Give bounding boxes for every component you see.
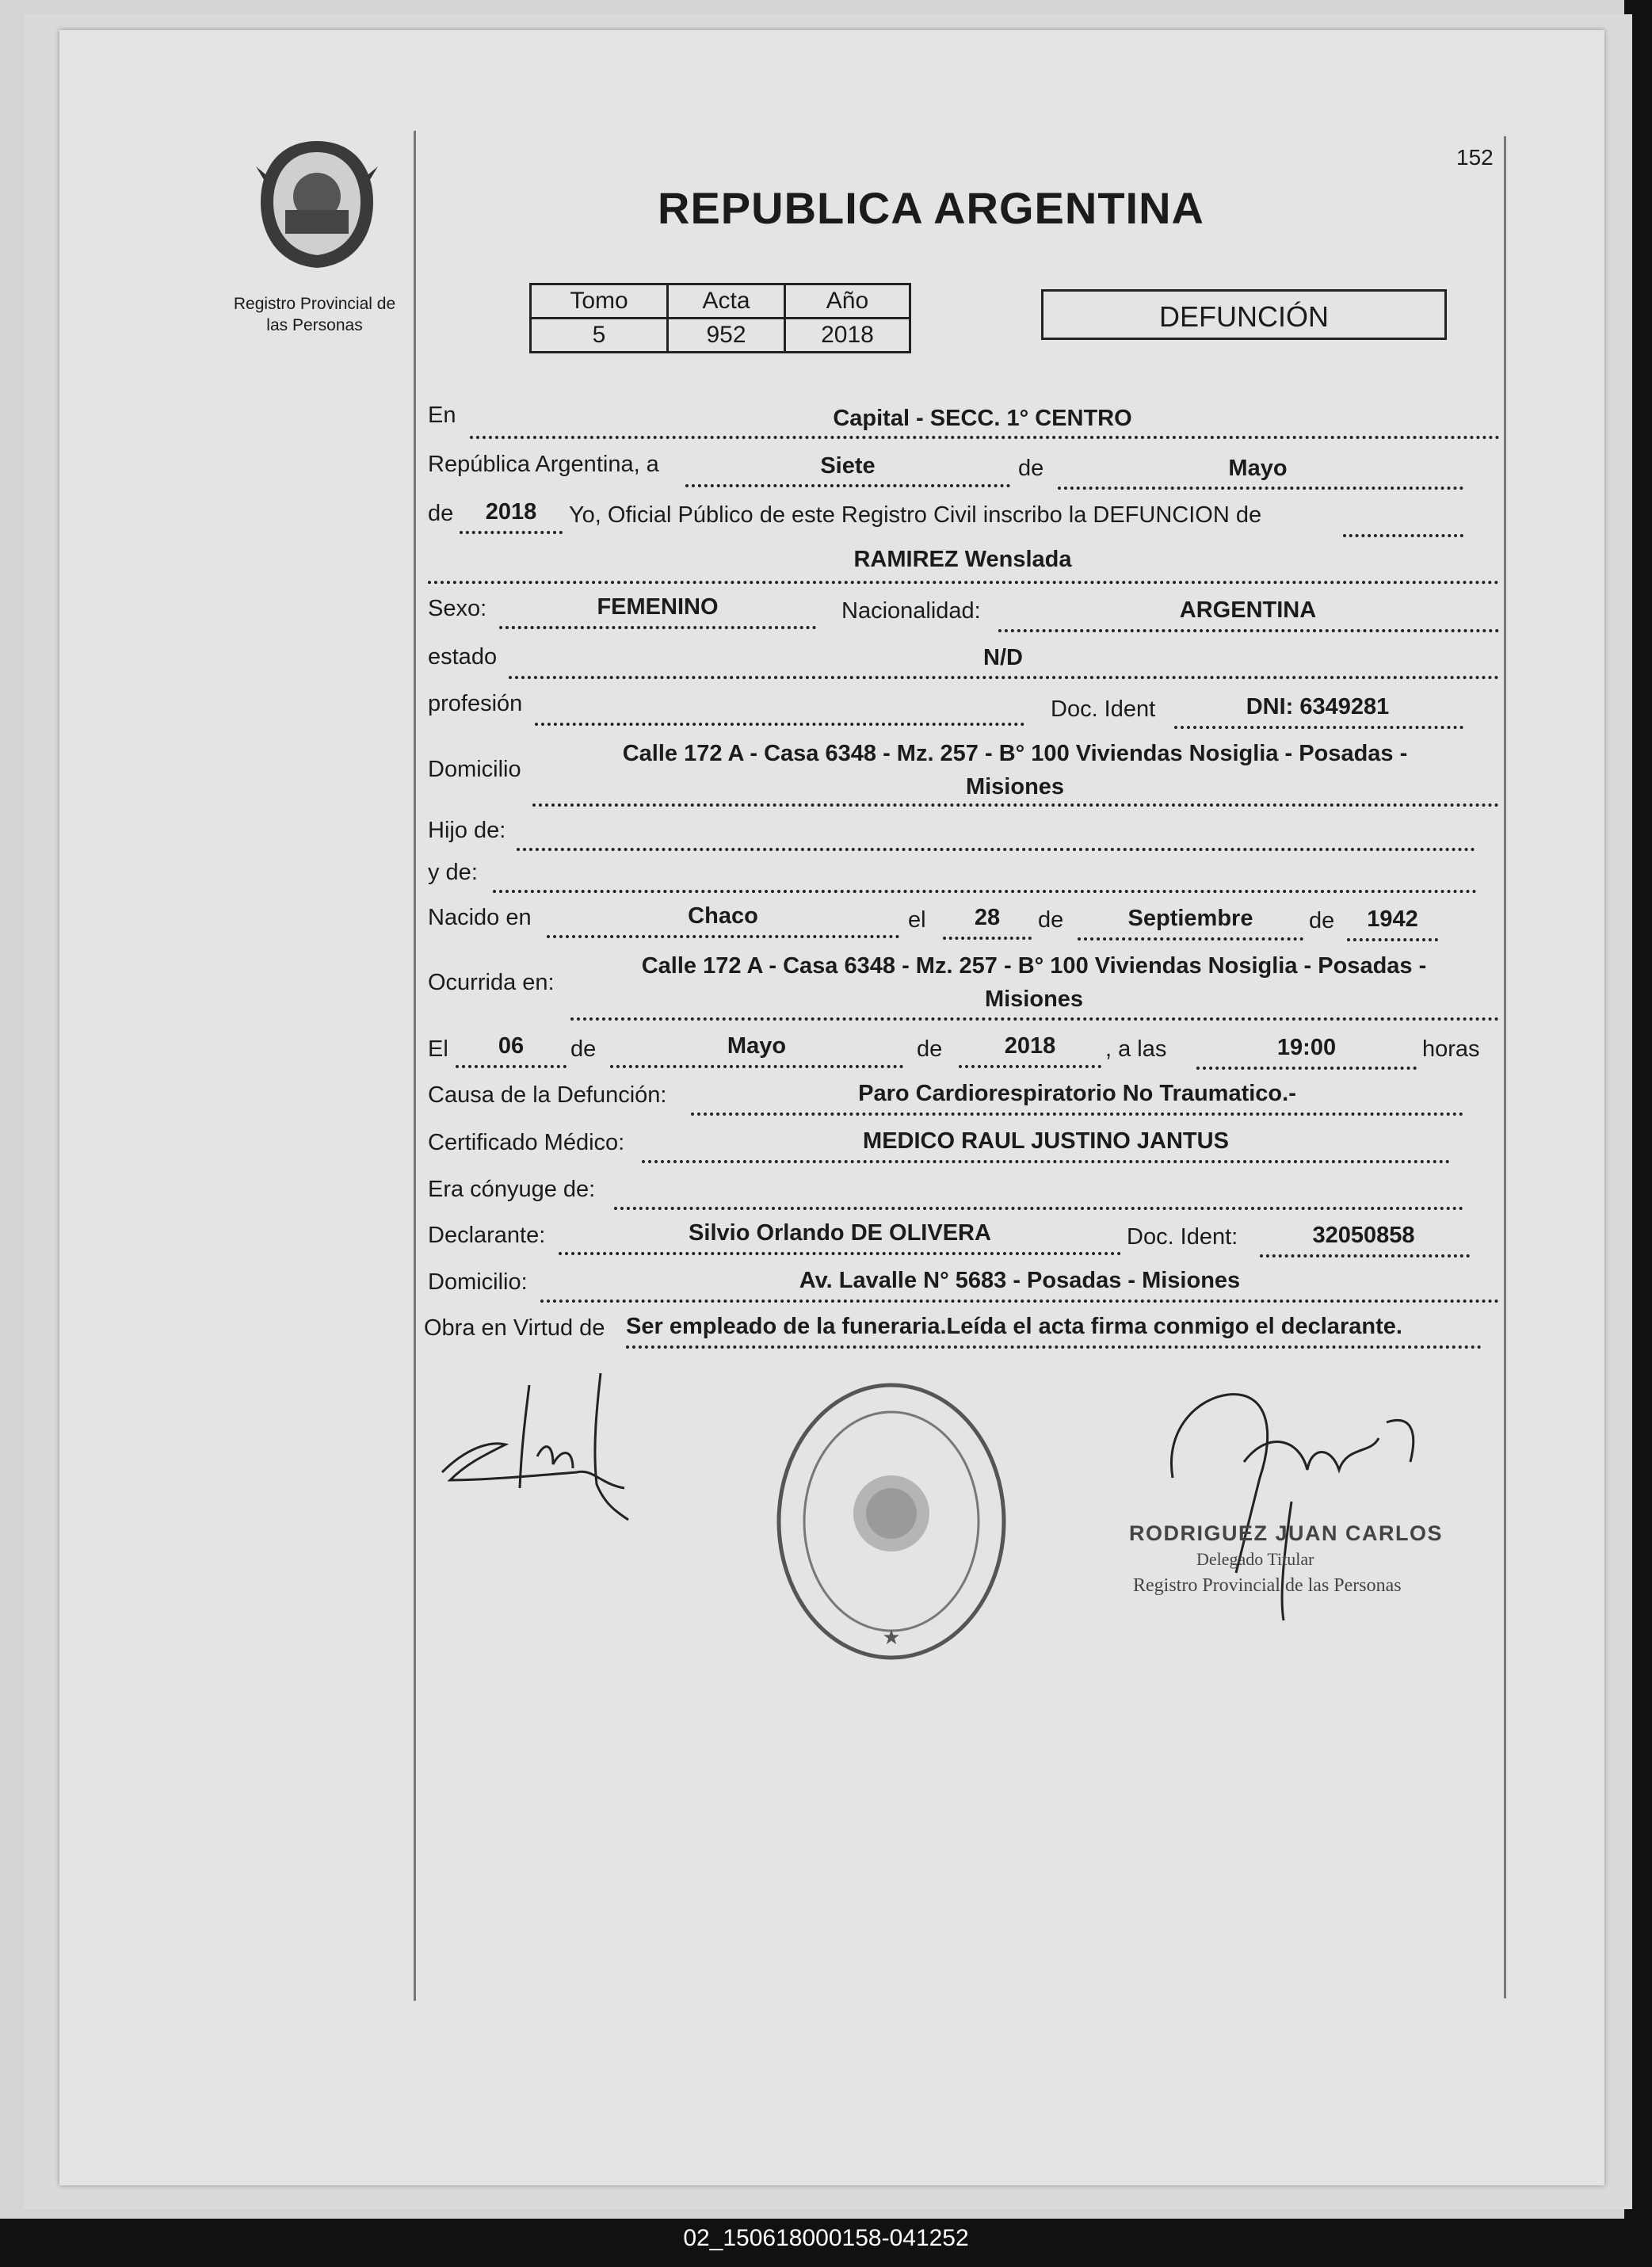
value-anio-defuncion: 2018 (1004, 1033, 1056, 1059)
value-certificado: MEDICO RAUL JUSTINO JANTUS (863, 1128, 1229, 1154)
dotted-line (1260, 1254, 1470, 1258)
document-title: REPUBLICA ARGENTINA (658, 183, 1204, 233)
label-de: de (1038, 907, 1064, 933)
dotted-line (532, 803, 1499, 807)
value-dia-defuncion: 06 (498, 1033, 525, 1059)
label-de: de (428, 501, 454, 526)
label-certificado: Certificado Médico: (428, 1130, 625, 1155)
value-nombre-fallecido: RAMIREZ Wenslada (853, 547, 1072, 572)
value-domicilio: Calle 172 A - Casa 6348 - Mz. 257 - B° 100 Viviendas Nosiglia - Posadas - Misiones (622, 741, 1408, 800)
value-anio: 2018 (485, 499, 537, 525)
dotted-line (642, 1160, 1450, 1163)
dotted-line (460, 531, 563, 534)
label-conyuge: Era cónyuge de: (428, 1177, 596, 1202)
value-dia-letras: Siete (820, 453, 876, 479)
certificate-page (59, 30, 1604, 2185)
dotted-line (1078, 937, 1303, 941)
officer-organization: Registro Provincial de las Personas (1133, 1575, 1402, 1596)
label-el: el (908, 907, 926, 933)
table-cell-tomo: 5 (531, 319, 668, 353)
inscription-text: Yo, Oficial Público de este Registro Civil inscribo la DEFUNCION de (569, 502, 1262, 528)
value-doc-declarante: 32050858 (1312, 1223, 1415, 1248)
dotted-line (428, 581, 1499, 584)
value-anio-nacimiento: 1942 (1367, 906, 1418, 932)
value-obra-en-virtud: Ser empleado de la funeraria.Leída el acta firma conmigo el declarante. (626, 1314, 1402, 1339)
value-lugar: Capital - SECC. 1° CENTRO (833, 406, 1132, 431)
table-cell-acta: 952 (668, 319, 785, 353)
dotted-line (691, 1113, 1463, 1116)
value-hora: 19:00 (1276, 1035, 1337, 1060)
value-mes: Mayo (1228, 456, 1288, 481)
label-estado: estado (428, 644, 498, 670)
table-header-ano: Año (785, 284, 910, 319)
label-obra-en-virtud: Obra en Virtud de (424, 1315, 605, 1341)
label-domicilio: Domicilio (428, 757, 521, 782)
value-lugar-defuncion: Calle 172 A - Casa 6348 - Mz. 257 - B° 100 Viviendas Nosiglia - Posadas - Misiones (641, 953, 1427, 1012)
label-el: El (428, 1036, 448, 1062)
label-domicilio-declarante: Domicilio: (428, 1269, 528, 1295)
label-de: de (917, 1036, 943, 1062)
label-ocurrida-en: Ocurrida en: (428, 970, 555, 995)
dotted-line (517, 848, 1475, 851)
label-hijo-de: Hijo de: (428, 818, 506, 843)
svg-text:★: ★ (882, 1626, 901, 1650)
dotted-line (570, 1017, 1499, 1021)
value-sexo: FEMENINO (597, 594, 719, 620)
official-stamp-icon (773, 1383, 1010, 1664)
dotted-line (1196, 1067, 1417, 1070)
label-doc-ident: Doc. Ident (1051, 697, 1156, 722)
dotted-line (559, 1252, 1121, 1255)
value-estado: N/D (983, 645, 1023, 670)
dotted-line (509, 676, 1499, 679)
value-mes-defuncion: Mayo (727, 1033, 787, 1059)
record-reference-table (529, 283, 911, 353)
value-nacionalidad: ARGENTINA (1179, 597, 1317, 623)
dotted-line (1343, 534, 1463, 537)
document-code: 02_150618000158-041252 (683, 2225, 969, 2251)
label-republica: República Argentina, a (428, 452, 659, 477)
label-y-de: y de: (428, 860, 478, 885)
dotted-line (943, 937, 1032, 940)
value-declarante: Silvio Orlando DE OLIVERA (689, 1220, 991, 1246)
dotted-line (547, 935, 899, 938)
table-header-acta: Acta (668, 284, 785, 319)
label-de: de (1018, 456, 1044, 481)
right-margin-rule (1504, 136, 1506, 1998)
dotted-line (614, 1207, 1463, 1210)
dotted-line (499, 626, 816, 629)
dotted-line (1058, 487, 1463, 490)
dotted-line (540, 1300, 1499, 1303)
province-seal-icon (250, 135, 384, 273)
dotted-line (456, 1065, 567, 1068)
dotted-line (998, 629, 1499, 632)
dotted-line (959, 1065, 1101, 1068)
label-profesion: profesión (428, 691, 523, 716)
label-a-las: , a las (1105, 1036, 1167, 1062)
declarant-signature (434, 1369, 640, 1528)
table-cell-ano: 2018 (785, 319, 910, 353)
value-dia-nacimiento: 28 (974, 905, 1001, 930)
label-de: de (1309, 908, 1335, 933)
page-number: 152 (1456, 145, 1494, 170)
dotted-line (1174, 726, 1463, 729)
act-type-box: DEFUNCIÓN (1041, 289, 1447, 340)
dotted-line (535, 723, 1024, 726)
label-declarante: Declarante: (428, 1223, 546, 1248)
label-nacionalidad: Nacionalidad: (841, 598, 981, 624)
label-de: de (570, 1036, 597, 1062)
value-lugar-nacimiento: Chaco (688, 903, 758, 929)
value-mes-nacimiento: Septiembre (1127, 906, 1253, 931)
officer-name: RODRIGUEZ JUAN CARLOS (1129, 1521, 1444, 1545)
left-margin-rule (414, 131, 416, 2001)
dotted-line (470, 436, 1500, 439)
label-doc-ident-declarante: Doc. Ident: (1127, 1224, 1238, 1250)
value-domicilio-declarante: Av. Lavalle N° 5683 - Posadas - Misiones (799, 1268, 1241, 1293)
dotted-line (493, 890, 1477, 893)
label-horas: horas (1422, 1036, 1480, 1062)
dotted-line (685, 484, 1010, 487)
registry-name: Registro Provincial de las Personas (233, 295, 396, 334)
dotted-line (1347, 938, 1438, 941)
label-en: En (428, 403, 456, 428)
label-causa: Causa de la Defunción: (428, 1082, 667, 1108)
label-sexo: Sexo: (428, 596, 487, 621)
dotted-line (610, 1065, 903, 1068)
table-header-tomo: Tomo (531, 284, 668, 319)
label-nacido-en: Nacido en (428, 905, 532, 930)
value-dni: DNI: 6349281 (1246, 694, 1390, 719)
dotted-line (626, 1345, 1482, 1349)
officer-role: Delegado Titular (1196, 1549, 1314, 1569)
value-causa: Paro Cardiorespiratorio No Traumatico.- (858, 1081, 1296, 1106)
